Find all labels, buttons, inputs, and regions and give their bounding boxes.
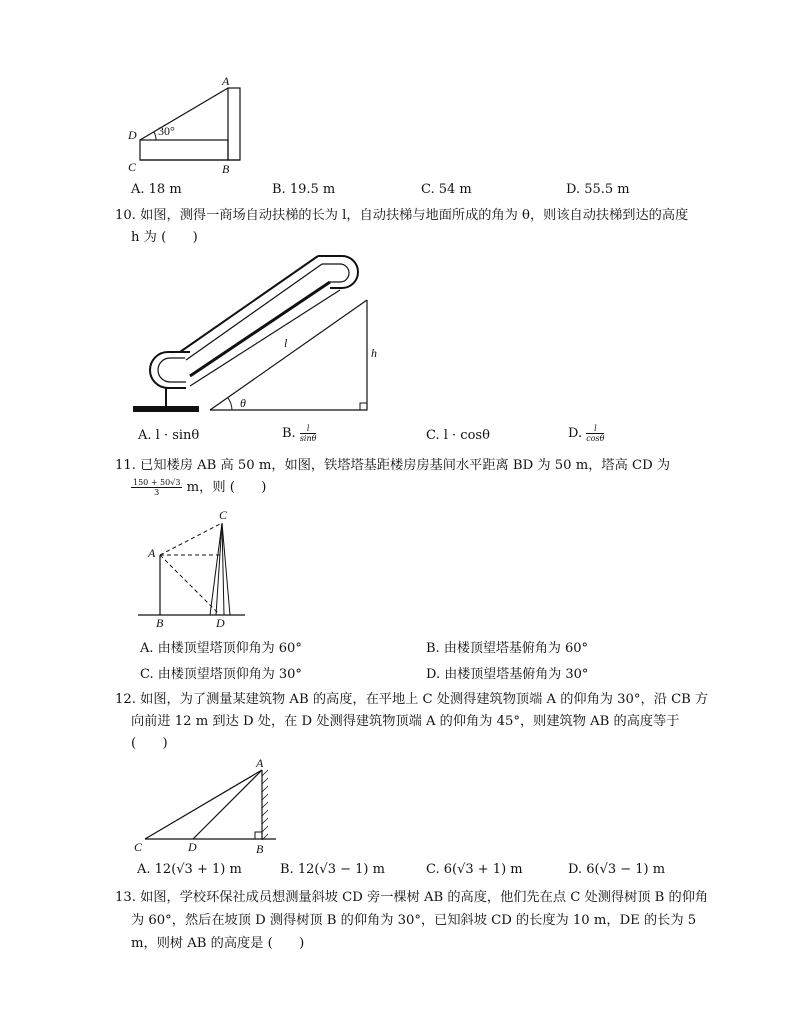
q11-option-d[interactable]: D. 由楼顶望塔基俯角为 30° (426, 667, 589, 682)
q12-stem-line3: ( ) (131, 736, 168, 751)
q9-label-A: A (222, 74, 230, 88)
q9-label-C: C (128, 160, 137, 174)
q10-option-d-prefix: D. (568, 426, 583, 441)
q9-label-angle: 30° (158, 124, 175, 138)
q11-stem-line2-suffix: m，则 ( ) (186, 480, 267, 495)
q10-stem-line1: 10. 如图，测得一商场自动扶梯的长为 l，自动扶梯与地面所成的角为 θ，则该自动扶梯到达的高度 (115, 208, 689, 223)
q10-option-b-prefix: B. (282, 426, 296, 441)
q12-stem-line2: 向前进 12 m 到达 D 处，在 D 处测得建筑物顶端 A 的仰角为 45°，则建筑物 AB 的高度等于 (131, 714, 680, 729)
q13-stem-line3: m，则树 AB 的高度是 ( ) (131, 936, 305, 951)
q11-stem-line1: 11. 已知楼房 AB 高 50 m，如图，铁塔塔基距楼房房基间水平距离 BD 为 50 m，塔高 CD 为 (115, 458, 671, 473)
q12-option-d[interactable]: D. 6(√3 − 1) m (568, 862, 666, 877)
q9-option-b[interactable]: B. 19.5 m (272, 182, 336, 197)
building-label-C: C (134, 840, 143, 854)
building-label-D: D (188, 840, 197, 854)
escalator-label-l: l (284, 336, 288, 350)
q11-option-c[interactable]: C. 由楼顶望塔顶仰角为 30° (140, 667, 302, 682)
q9-option-d[interactable]: D. 55.5 m (566, 182, 630, 197)
q11-fraction-numerator: 150 + 50√3 (133, 478, 181, 487)
q11-option-b[interactable]: B. 由楼顶望塔基俯角为 60° (426, 641, 588, 656)
tower-label-D: D (216, 616, 225, 630)
q10-option-b-numerator: l (300, 424, 317, 434)
q10-stem-line2: h 为 ( ) (131, 230, 198, 245)
q9-label-B: B (222, 162, 230, 176)
q13-stem-line1: 13. 如图，学校环保社成员想测量斜坡 CD 旁一棵树 AB 的高度，他们先在点 C 处测得树顶 B 的仰角 (115, 890, 709, 905)
q12-option-b[interactable]: B. 12(√3 − 1) m (280, 862, 385, 877)
building-label-A: A (256, 756, 264, 770)
q13-stem-line2: 为 60°，然后在坡顶 D 测得树顶 B 的仰角为 30°，已知斜坡 CD 的长度为 10 m，DE 的长为 5 (131, 913, 697, 928)
q9-option-c[interactable]: C. 54 m (421, 182, 472, 197)
q10-option-d-numerator: l (586, 424, 604, 434)
q9-option-a[interactable]: A. 18 m (131, 182, 182, 197)
q10-option-c[interactable]: C. l · cosθ (426, 428, 490, 443)
q12-option-c[interactable]: C. 6(√3 + 1) m (426, 862, 523, 877)
q11-fraction-denominator: 3 (154, 488, 160, 497)
q10-option-b-denominator: sinθ (299, 434, 317, 443)
tower-label-B: B (156, 616, 164, 630)
q10-option-d-denominator: cosθ (586, 434, 605, 443)
building-label-B: B (256, 842, 264, 856)
q12-stem-line1: 12. 如图，为了测量某建筑物 AB 的高度，在平地上 C 处测得建筑物顶端 A 的仰角为 30°，沿 CB 方 (115, 692, 709, 707)
escalator-label-h: h (371, 346, 377, 360)
tower-label-A: A (148, 546, 156, 560)
escalator-label-theta: θ (240, 396, 246, 410)
q12-option-a[interactable]: A. 12(√3 + 1) m (137, 862, 242, 877)
q11-option-a[interactable]: A. 由楼顶望塔顶仰角为 60° (140, 641, 302, 656)
q9-label-D: D (128, 128, 137, 142)
tower-label-C: C (219, 508, 228, 522)
q10-option-a[interactable]: A. l · sinθ (138, 428, 200, 443)
